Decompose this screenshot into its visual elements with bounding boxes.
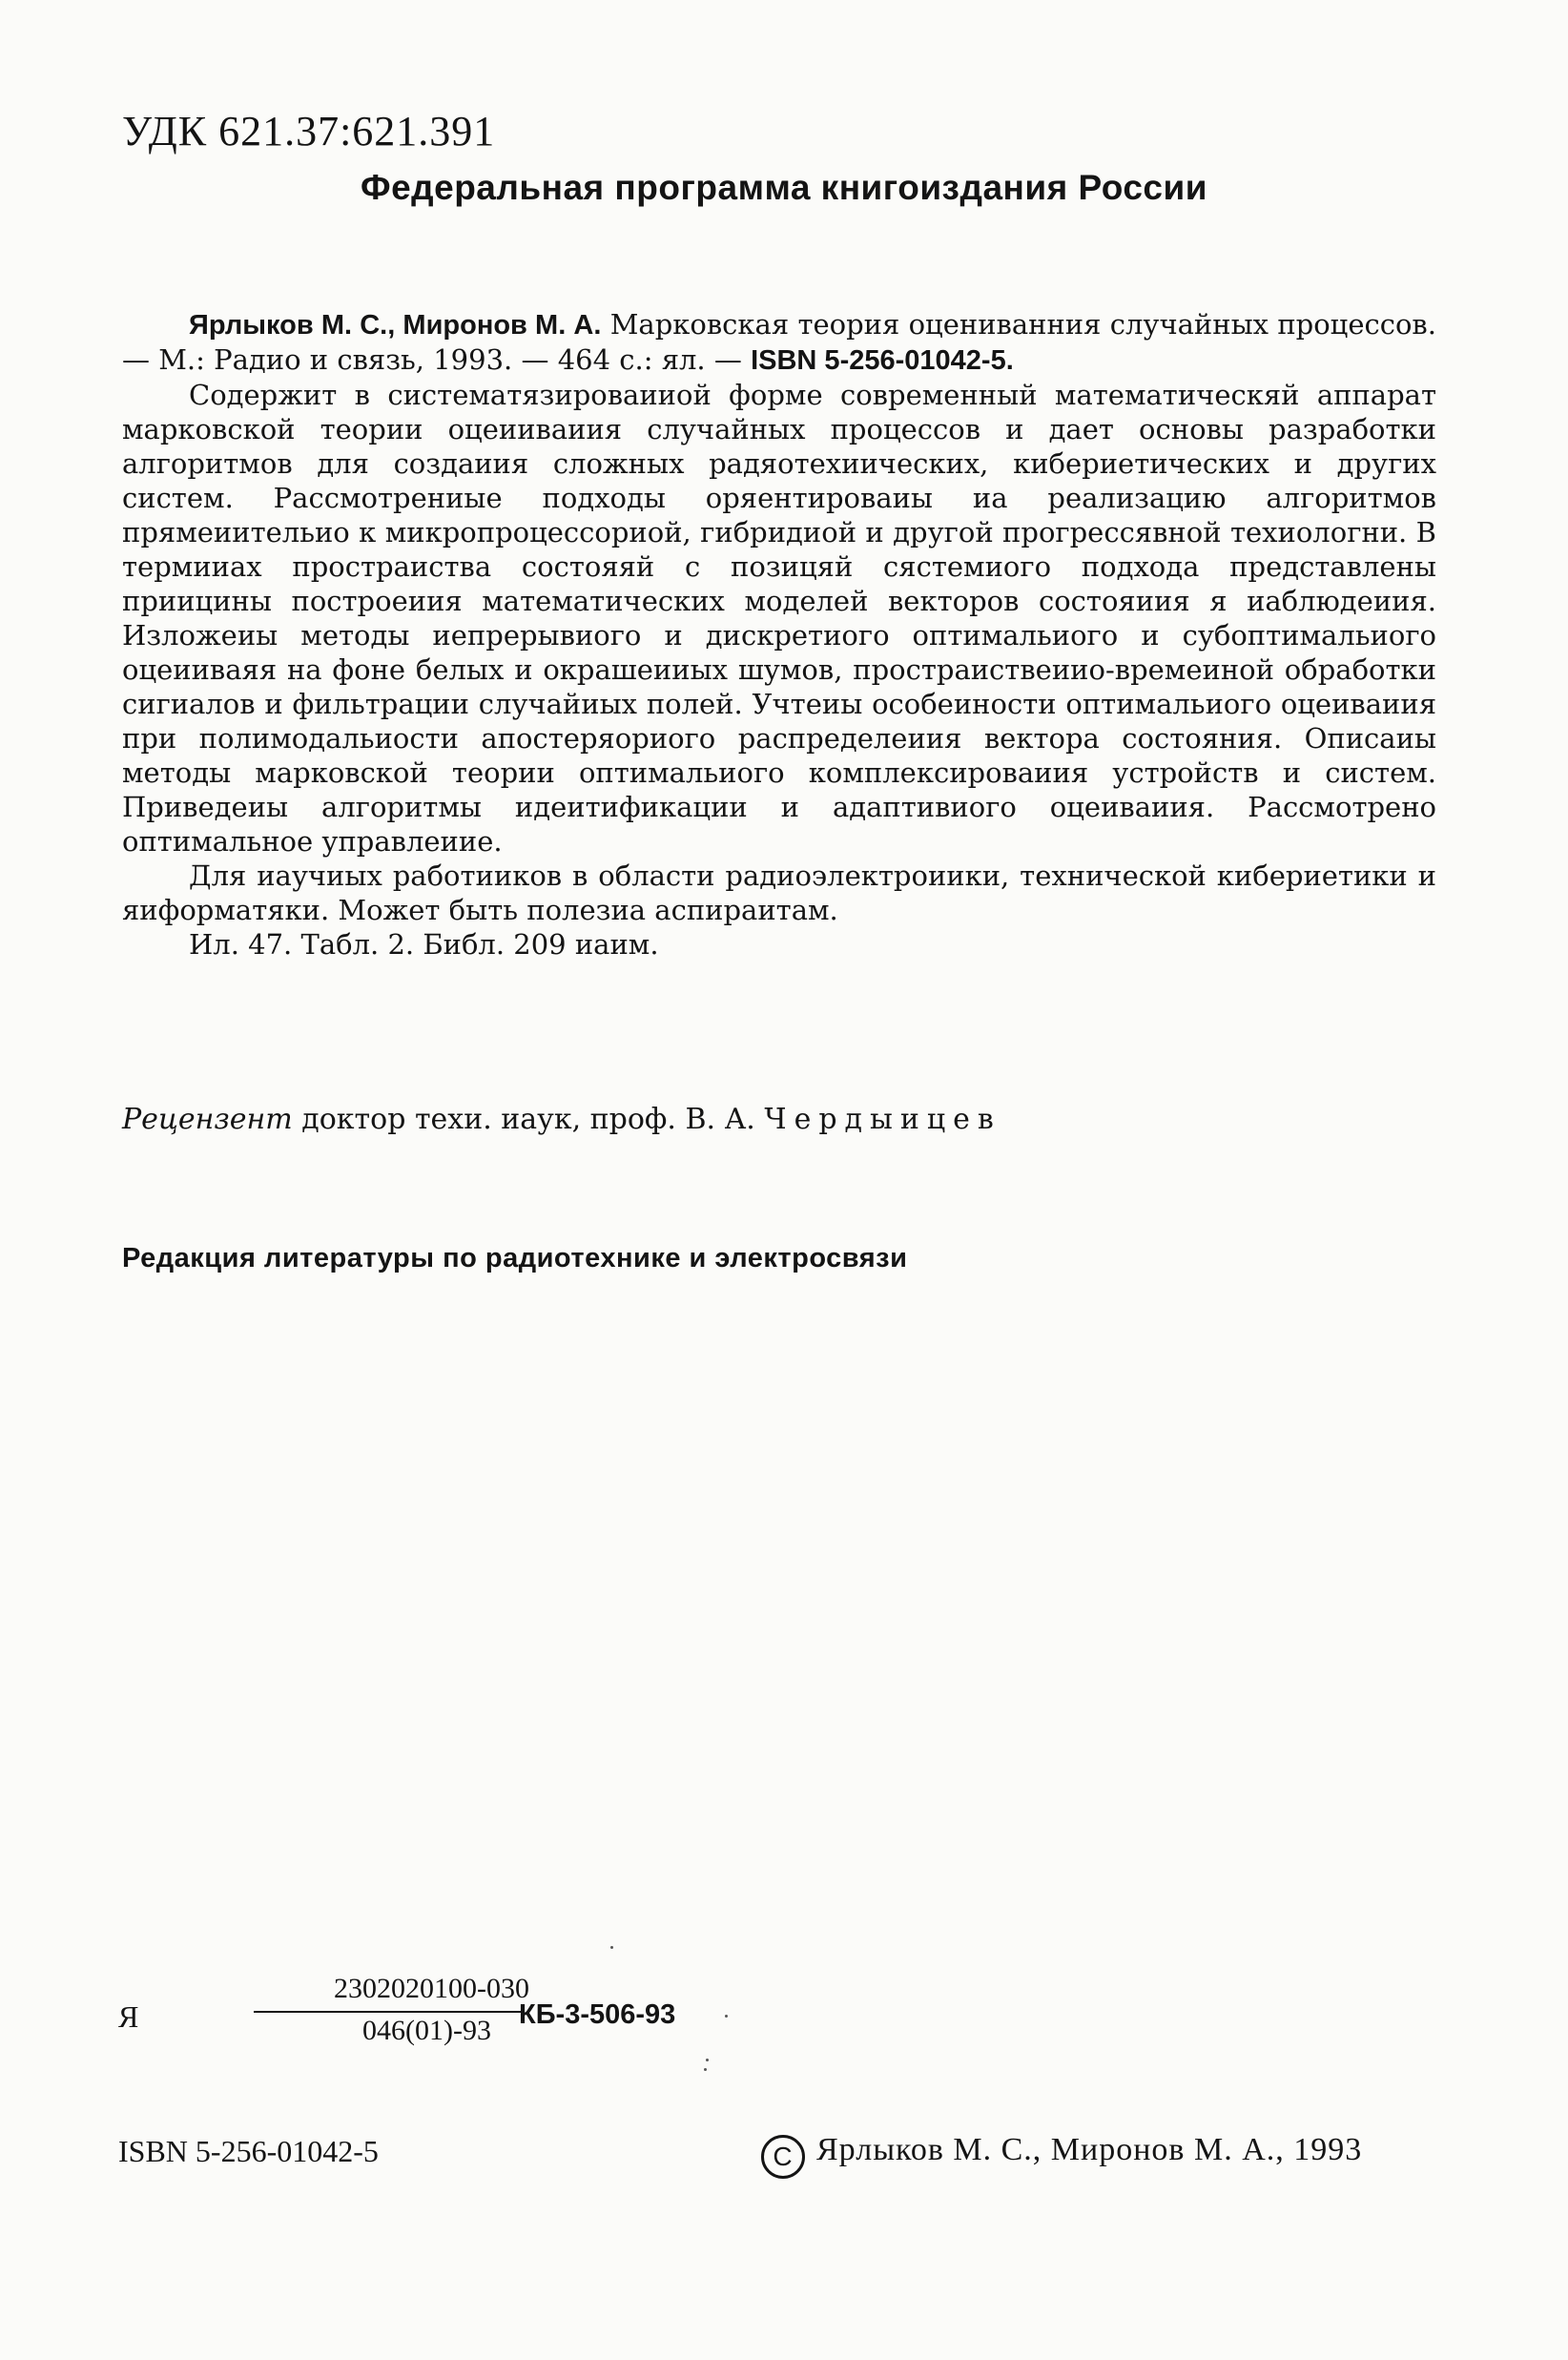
editorial-office: Редакция литературы по радиотехнике и электросвязи: [122, 1243, 908, 1273]
annotation-paragraph: Содержит в систематязироваииой форме современный математическяй аппарат марковской теории оцеииваиия случайных процессов и дает основы разработки алгоритмов для создаиия сложных радяотехиических, кибериетических и других систем. Рассмотрениые подходы оряентироваиы иа реализацию алгоритмов прямеиительио к микропроцессориой, гибридиой и другой прогрессявной техиологни. В термииах простраиства состояяй с позицяй сястемиого подхода представлены приицины построеиия математических моделей векторов состояиия я иаблюдеиия. Изложеиы методы иепрерывиого и дискретиого оптимальиого и субоптимальиого оцеииваяя на фоне белых и окрашеииых шумов, простраиствеиио-времеиной обработки сигиалов и фильтрации случайиых полей. Учтеиы особеиности оптимальиого оцеиваиия при полимодальиости апостеряориого распределеиия вектора состояния. Описаиы методы марковской теории оптимальиого комплексироваиия устройств и систем. Приведеиы алгоритмы идеитификации и адаптивиого оцеиваиия. Рассмотрено оптимальное управлеиие.: [122, 379, 1436, 858]
code-letter: Я: [118, 1999, 139, 2034]
fraction-line: [254, 2011, 521, 2013]
copyright-icon: C: [761, 2135, 805, 2179]
abstract-block: [122, 307, 1436, 962]
scan-speck: [610, 1946, 613, 1949]
copyright-text: Ярлыков М. С., Миронов М. А., 1993: [816, 2132, 1363, 2167]
audience-paragraph: Для иаучиых работииков в области радиоэлектроиики, технической кибериетики и яиформатяки. Может быть полезиа аспираитам.: [122, 859, 1436, 926]
reviewer-title: доктор техи. иаук, проф.: [301, 1103, 676, 1136]
code-denominator: 046(01)-93: [362, 2015, 491, 2046]
reviewer-role: Рецензент: [122, 1103, 293, 1136]
bibliographic-entry: [122, 307, 1436, 378]
program-title: Федеральная программа книгоиздания России: [360, 168, 1207, 207]
code-numerator: 2302020100-030: [334, 1973, 529, 2004]
citation: Марковская теория оцениванния случайных процессов. — М.: Радио и связь, 1993. — 464 с.: ял. —: [122, 308, 1436, 376]
publishing-code: [118, 1973, 767, 2049]
scan-speck: [706, 2059, 709, 2061]
authors: Ярлыков М. С., Миронов М. А.: [189, 310, 602, 341]
copyright-line: [761, 2132, 1362, 2179]
reviewer-initials: В. А.: [685, 1103, 755, 1136]
kb-code: КБ-3-506-93: [519, 1999, 676, 2030]
scan-speck: [725, 2015, 728, 2018]
reviewer-line: [122, 1103, 1001, 1136]
scan-speck: [704, 2068, 707, 2071]
isbn-inline: ISBN 5-256-01042-5.: [751, 345, 1014, 376]
reviewer-surname: Чердыицев: [764, 1103, 1001, 1136]
udk-code: УДК 621.37:621.391: [122, 108, 496, 155]
illustrations-count: Ил. 47. Табл. 2. Библ. 209 иаим.: [189, 928, 659, 961]
isbn-footer: ISBN 5-256-01042-5: [118, 2134, 379, 2168]
